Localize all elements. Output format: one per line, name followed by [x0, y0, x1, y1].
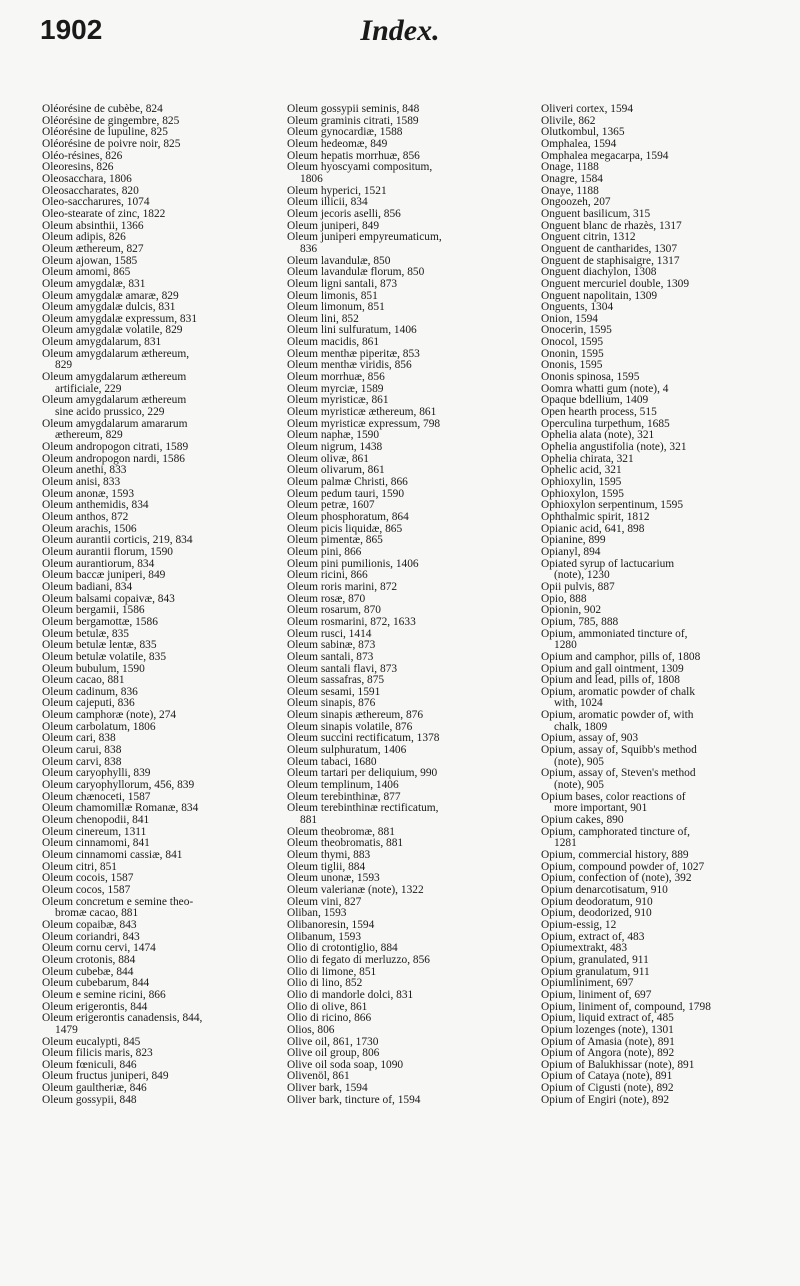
- index-entry: Oleum copaibæ, 843: [42, 918, 137, 931]
- index-entry: Oleum crotonis, 884: [42, 953, 136, 966]
- index-entry: Oléo-résines, 826: [42, 149, 123, 162]
- index-entry: Olio di lino, 852: [287, 977, 363, 990]
- index-entry: Oleum gynocardiæ, 1588: [287, 126, 403, 139]
- index-entry: Oleum chenopodii, 841: [42, 814, 150, 827]
- page-year: 1902: [40, 14, 103, 45]
- index-entry: Omphalea, 1594: [541, 137, 617, 150]
- index-entry: Oleum gossypii, 848: [42, 1093, 137, 1106]
- index-column-1: [42, 104, 287, 1106]
- index-entry: Oleum amygdalarum amararum: [42, 417, 188, 430]
- index-entry: Oleum juniperi, 849: [287, 219, 380, 232]
- index-entry: Onguent de staphisaigre, 1317: [541, 254, 680, 267]
- index-entry: Oleum naphæ, 1590: [287, 429, 380, 442]
- index-entry: Oleum rosarum, 870: [287, 604, 381, 617]
- index-entry: Olio di ricino, 866: [287, 1012, 372, 1025]
- index-entry: Oleum balsami copaivæ, 843: [42, 592, 175, 605]
- index-entry: Olive oil, 861, 1730: [287, 1035, 379, 1048]
- index-entry: Ophioxylon, 1595: [541, 487, 624, 500]
- index-entry: bromæ cacao, 881: [55, 907, 139, 920]
- index-entry: Oleum betulæ, 835: [42, 627, 130, 640]
- index-entry: Oleum palmæ Christi, 866: [287, 476, 408, 488]
- index-entry: Opium, assay of, Squibb's method: [541, 744, 697, 757]
- index-entry: Opium, granulated, 911: [541, 953, 649, 966]
- index-entry: Oleum gossypii seminis, 848: [287, 103, 420, 115]
- index-entry: Ophelia chirata, 321: [541, 452, 634, 465]
- index-entry: Opaque bdellium, 1409: [541, 394, 649, 407]
- index-entry: Opium, ammoniated tincture of,: [541, 627, 688, 640]
- index-entry: Onguent basilicum, 315: [541, 207, 651, 220]
- index-entry: Oleum e semine ricini, 866: [42, 988, 166, 1001]
- index-entry: Oleum phosphoratum, 864: [287, 510, 409, 523]
- index-entry: Oleum sassafras, 875: [287, 674, 385, 687]
- index-entry: Opium and gall ointment, 1309: [541, 662, 684, 675]
- index-entry: Oleum nigrum, 1438: [287, 441, 383, 454]
- index-entry: Oleum lavandulæ, 850: [287, 254, 391, 267]
- index-entry: (note), 1230: [554, 569, 610, 582]
- index-entry: Open hearth process, 515: [541, 406, 657, 419]
- index-entry: Oleum sinapis æthereum, 876: [287, 709, 424, 722]
- index-entry: æthereum, 829: [55, 429, 123, 442]
- index-entry: Opium cakes, 890: [541, 814, 624, 827]
- index-entry: Oleum andropogon nardi, 1586: [42, 452, 185, 465]
- index-entry: Oleum anisi, 833: [42, 476, 121, 488]
- index-entry: Oleum gaultheriæ, 846: [42, 1082, 147, 1095]
- index-entry: Opium of Angora (note), 892: [541, 1047, 675, 1060]
- index-entry: Oleum limonis, 851: [287, 289, 378, 302]
- index-entry: Olio di mandorle dolci, 831: [287, 988, 414, 1001]
- index-entry: Oleum erigerontis canadensis, 844,: [42, 1012, 203, 1025]
- index-entry: Oleum fœniculi, 846: [42, 1058, 137, 1071]
- index-entry: Oleum picis liquidæ, 865: [287, 522, 403, 535]
- index-entry: Opium, liniment of, compound, 1798: [541, 1000, 711, 1013]
- index-entry: Olio di olive, 861: [287, 1000, 368, 1013]
- index-entry: Oleum cubebarum, 844: [42, 977, 150, 990]
- index-entry: 881: [300, 814, 318, 827]
- index-entry: Opio, 888: [541, 592, 587, 605]
- index-entry: Olios, 806: [287, 1023, 335, 1036]
- index-entry: Oliban, 1593: [287, 907, 347, 920]
- index-entry: Oleum amygdalarum æthereum: [42, 394, 187, 407]
- index-entry: Oleum myrciæ, 1589: [287, 382, 384, 395]
- index-entry: Ophelia alata (note), 321: [541, 429, 655, 442]
- index-entry: Opionin, 902: [541, 604, 602, 617]
- index-entry: Oleum hyperici, 1521: [287, 184, 387, 197]
- index-entry: Oleum amygdalæ expressum, 831: [42, 312, 198, 325]
- index-entry: Oleum æthereum, 827: [42, 242, 144, 255]
- index-entry: Opianine, 899: [541, 534, 606, 547]
- index-entry: more important, 901: [554, 802, 648, 815]
- index-entry: Oleum cacao, 881: [42, 674, 125, 687]
- index-entry: artificiale, 229: [55, 382, 122, 395]
- index-entry: Onocol, 1595: [541, 336, 604, 349]
- index-entry: Oleum pini, 866: [287, 545, 362, 558]
- index-entry: (note), 905: [554, 755, 604, 768]
- index-entry: Opium and camphor, pills of, 1808: [541, 650, 701, 663]
- index-entry: Oleum concretum e semine theo-: [42, 895, 194, 908]
- index-entry: Onguents, 1304: [541, 301, 614, 314]
- index-entry: Oleum roris marini, 872: [287, 580, 398, 593]
- index-entry: Oleum aurantiorum, 834: [42, 557, 155, 570]
- index-entry: Oleum jecoris aselli, 856: [287, 207, 401, 220]
- index-entry: Opium granulatum, 911: [541, 965, 650, 978]
- index-entry: Oleum terebinthinæ, 877: [287, 790, 401, 803]
- index-entry: Oleum bergamottæ, 1586: [42, 615, 158, 628]
- index-entry: Oleum camphoræ (note), 274: [42, 709, 177, 722]
- index-entry: Onagre, 1584: [541, 172, 603, 185]
- index-entry: Onguent de cantharides, 1307: [541, 242, 678, 255]
- index-entry: Oleum tiglii, 884: [287, 860, 366, 873]
- index-entry: Onguent citrin, 1312: [541, 231, 636, 244]
- index-entry: Ophioxylon serpentinum, 1595: [541, 499, 684, 512]
- index-entry: Opium of Balukhissar (note), 891: [541, 1058, 695, 1071]
- index-entry: Oleum templinum, 1406: [287, 779, 399, 792]
- index-entry: Oleosacchara, 1806: [42, 172, 132, 185]
- index-entry: Oleum badiani, 834: [42, 580, 133, 593]
- index-entry: Olio di limone, 851: [287, 965, 377, 978]
- index-entry: Opianyl, 894: [541, 545, 601, 558]
- index-entry: Oleum amomi, 865: [42, 266, 131, 279]
- index-entry: Oléorésine de poivre noir, 825: [42, 137, 181, 150]
- index-entry: Oleum cocois, 1587: [42, 872, 134, 885]
- index-entry: Opiumliniment, 697: [541, 977, 634, 990]
- index-entry: Oliver bark, tincture of, 1594: [287, 1093, 421, 1106]
- index-entry: Ononin, 1595: [541, 347, 604, 360]
- index-entry: Oleum anonæ, 1593: [42, 487, 135, 500]
- index-entry: Oleum myristicæ expressum, 798: [287, 417, 441, 430]
- index-entry: Oleum rosmarini, 872, 1633: [287, 615, 416, 628]
- index-entry: Oomra whatti gum (note), 4: [541, 382, 669, 395]
- index-entry: sine acido prussico, 229: [55, 406, 165, 419]
- index-entry: Oleo-stearate of zinc, 1822: [42, 207, 166, 220]
- index-entry: Oleum myristicæ æthereum, 861: [287, 406, 437, 419]
- index-entry: Oleum sabinæ, 873: [287, 639, 376, 652]
- index-entry: Oleum succini rectificatum, 1378: [287, 732, 440, 745]
- index-entry: Oleum cari, 838: [42, 732, 116, 745]
- index-entry: Oleum amygdalarum æthereum,: [42, 347, 190, 360]
- index-entry: Oleum aurantii corticis, 219, 834: [42, 534, 193, 547]
- index-entry: Oleum bergamii, 1586: [42, 604, 145, 617]
- index-entry: Oleum sinapis, 876: [287, 697, 376, 710]
- index-entry: Operculina turpethum, 1685: [541, 417, 670, 430]
- index-entry: Opium deodoratum, 910: [541, 895, 653, 908]
- index-entry: Oleum macidis, 861: [287, 336, 380, 349]
- index-entry: Oleum citri, 851: [42, 860, 117, 873]
- index-entry: Oleum hepatis morrhuæ, 856: [287, 149, 420, 162]
- index-entry: 829: [55, 359, 73, 372]
- index-entry: Opium, aromatic powder of, with: [541, 709, 694, 722]
- index-entry: Oleum andropogon citrati, 1589: [42, 441, 189, 454]
- index-entry: Opium, confection of (note), 392: [541, 872, 692, 885]
- index-entry: Opium denarcotisatum, 910: [541, 883, 668, 896]
- index-entry: Oleum juniperi empyreumaticum,: [287, 231, 442, 244]
- index-entry: Oleum pimentæ, 865: [287, 534, 383, 547]
- index-entry: Opium, compound powder of, 1027: [541, 860, 705, 873]
- index-entry: Opium and lead, pills of, 1808: [541, 674, 680, 687]
- index-entry: Olibanum, 1593: [287, 930, 362, 943]
- index-entry: Oleum amygdalarum, 831: [42, 336, 162, 349]
- index-entry: Oleum chænoceti, 1587: [42, 790, 151, 803]
- index-entry: Oleum caryophyllorum, 456, 839: [42, 779, 195, 792]
- index-entry: Onguent blanc de rhazès, 1317: [541, 219, 682, 232]
- index-entry: Onage, 1188: [541, 161, 599, 174]
- index-entry: Oleum olivarum, 861: [287, 464, 385, 477]
- index-entry: Onguent napolitain, 1309: [541, 289, 658, 302]
- index-entry: Omphalea megacarpa, 1594: [541, 149, 669, 162]
- index-entry: Oleum ricini, 866: [287, 569, 368, 582]
- index-entry: Opium, aromatic powder of chalk: [541, 685, 696, 698]
- index-entry: Onocerin, 1595: [541, 324, 612, 337]
- index-entry: Ononis, 1595: [541, 359, 603, 372]
- index-entry: Ongoozeh, 207: [541, 196, 611, 209]
- index-entry: Oleum olivæ, 861: [287, 452, 369, 465]
- index-entry: Oleum santali, 873: [287, 650, 374, 663]
- index-entry: Opium of Cigusti (note), 892: [541, 1082, 674, 1095]
- index-entry: Opium, liniment of, 697: [541, 988, 652, 1001]
- index-entry: Oléorésine de cubèbe, 824: [42, 103, 163, 115]
- index-entry: Oleum carui, 838: [42, 744, 122, 757]
- index-entry: Oleum amygdalæ amaræ, 829: [42, 289, 179, 302]
- index-entry: Opium lozenges (note), 1301: [541, 1023, 674, 1036]
- index-entry: Opianic acid, 641, 898: [541, 522, 645, 535]
- index-entry: Oleum cocos, 1587: [42, 883, 131, 896]
- index-entry: Oleum hyoscyami compositum,: [287, 161, 433, 174]
- index-column-3: [541, 104, 791, 1106]
- index-entry: Oleum anethi, 833: [42, 464, 127, 477]
- index-entry: Oliver bark, 1594: [287, 1082, 368, 1095]
- index-entry: Oleum lini, 852: [287, 312, 359, 325]
- index-entry: Oleum caryophylli, 839: [42, 767, 151, 780]
- index-entry: Oléorésine de lupuline, 825: [42, 126, 168, 139]
- index-entry: Oleum thymi, 883: [287, 849, 371, 861]
- index-entry: Olio di fegato di merluzzo, 856: [287, 953, 430, 966]
- index-entry: Olivile, 862: [541, 114, 596, 127]
- index-entry: Oleum limonum, 851: [287, 301, 385, 314]
- index-entry: Oleum aurantii florum, 1590: [42, 545, 173, 558]
- index-entry: Oleum petræ, 1607: [287, 499, 375, 512]
- index-entry: 1479: [55, 1023, 78, 1036]
- index-entry: Olutkombul, 1365: [541, 126, 625, 139]
- index-entry: Oleum unonæ, 1593: [287, 872, 380, 885]
- index-entry: Oleum amygdalæ, 831: [42, 277, 146, 290]
- index-entry: Oleum amygdalæ dulcis, 831: [42, 301, 176, 314]
- index-entry: Opium, deodorized, 910: [541, 907, 652, 920]
- index-entry: (note), 905: [554, 779, 604, 792]
- index-entry: Oleum absinthii, 1366: [42, 219, 144, 232]
- index-entry: Oleum amygdalarum æthereum: [42, 371, 187, 384]
- index-entry: 836: [300, 242, 318, 255]
- index-entry: Onion, 1594: [541, 312, 598, 325]
- page-header: [0, 0, 800, 60]
- index-entry: Opium, extract of, 483: [541, 930, 645, 943]
- index-entry: Oleum fructus juniperi, 849: [42, 1070, 169, 1083]
- index-entry: Oleum sulphuratum, 1406: [287, 744, 407, 757]
- index-entry: Oleum baccæ juniperi, 849: [42, 569, 166, 582]
- index-entry: Oleum sesami, 1591: [287, 685, 381, 698]
- index-entry: Opium of Cataya (note), 891: [541, 1070, 673, 1083]
- index-entry: Oleoresins, 826: [42, 161, 114, 174]
- index-entry: with, 1024: [554, 697, 603, 710]
- index-entry: Oleum theobromæ, 881: [287, 825, 395, 838]
- index-entry: Oleum anthemidis, 834: [42, 499, 149, 512]
- index-entry: Oleum valerianæ (note), 1322: [287, 883, 424, 896]
- index-entry: Oleum sinapis volatile, 876: [287, 720, 413, 733]
- index-entry: Oleum cubebæ, 844: [42, 965, 134, 978]
- index-entry: Oleum morrhuæ, 856: [287, 371, 385, 384]
- index-entry: Olive oil soda soap, 1090: [287, 1058, 404, 1071]
- index-entry: Oleum myristicæ, 861: [287, 394, 389, 407]
- index-entry: Oleum cornu cervi, 1474: [42, 942, 156, 955]
- index-entry: Oleum tabaci, 1680: [287, 755, 377, 768]
- index-entry: Oleum lini sulfuratum, 1406: [287, 324, 417, 337]
- index-entry: Oleo-saccharures, 1074: [42, 196, 150, 209]
- index-entry: Oleum adipis, 826: [42, 231, 126, 244]
- index-entry: Opiated syrup of lactucarium: [541, 557, 675, 570]
- index-entry: Oleum theobromatis, 881: [287, 837, 404, 850]
- index-entry: Oleum cinereum, 1311: [42, 825, 147, 838]
- index-entry: Oleum tartari per deliquium, 990: [287, 767, 438, 780]
- index-entry: Oleum pedum tauri, 1590: [287, 487, 405, 500]
- index-entry: Oleum lavandulæ florum, 850: [287, 266, 425, 279]
- index-entry: Opium, liquid extract of, 485: [541, 1012, 674, 1025]
- index-entry: Oleum arachis, 1506: [42, 522, 137, 535]
- index-entry: Oleum bubulum, 1590: [42, 662, 145, 675]
- index-entry: 1806: [300, 172, 323, 185]
- index-entry: Oleum graminis citrati, 1589: [287, 114, 419, 127]
- index-entry: Oleum carbolatum, 1806: [42, 720, 156, 733]
- index-entry: Opium of Engiri (note), 892: [541, 1093, 670, 1106]
- index-entry: Opium, assay of, 903: [541, 732, 639, 745]
- index-entry: Oleum cinnamomi, 841: [42, 837, 150, 850]
- index-entry: Oleum vini, 827: [287, 895, 362, 908]
- index-entry: Oleum filicis maris, 823: [42, 1047, 153, 1060]
- index-entry: Oleum menthæ viridis, 856: [287, 359, 412, 372]
- index-entry: Oleum anthos, 872: [42, 510, 129, 523]
- index-entry: Ophelic acid, 321: [541, 464, 622, 477]
- index-entry: Olivenöl, 861: [287, 1070, 350, 1083]
- index-entry: Opium of Amasia (note), 891: [541, 1035, 675, 1048]
- index-entry: Oleum ajowan, 1585: [42, 254, 138, 267]
- index-entry: Oleum santali flavi, 873: [287, 662, 398, 675]
- page-title: Index.: [360, 14, 440, 47]
- index-entry: Oleum betulæ lentæ, 835: [42, 639, 157, 652]
- index-entry: Ophioxylin, 1595: [541, 476, 622, 488]
- index-entry: Oleum terebinthinæ rectificatum,: [287, 802, 439, 815]
- index-entry: Oleum cajeputi, 836: [42, 697, 135, 710]
- index-entry: Oleum illicii, 834: [287, 196, 368, 209]
- index-entry: Oleum menthæ piperitæ, 853: [287, 347, 420, 360]
- index-entry: Oleum hedeomæ, 849: [287, 137, 388, 150]
- index-entry: Opium bases, color reactions of: [541, 790, 686, 803]
- index-entry: Oleum rosæ, 870: [287, 592, 366, 605]
- index-entry: Oléorésine de gingembre, 825: [42, 114, 180, 127]
- index-entry: Oleum carvi, 838: [42, 755, 122, 768]
- index-entry: Oleosaccharates, 820: [42, 184, 139, 197]
- index-entry: Opium, commercial history, 889: [541, 849, 689, 861]
- index-entry: Oleum coriandri, 843: [42, 930, 140, 943]
- index-entry: Oleum eucalypti, 845: [42, 1035, 141, 1048]
- index-entry: Ophthalmic spirit, 1812: [541, 510, 650, 523]
- index-entry: Opium, camphorated tincture of,: [541, 825, 690, 838]
- index-entry: Opiumextrakt, 483: [541, 942, 628, 955]
- index-entry: Oleum rusci, 1414: [287, 627, 372, 640]
- index-entry: Opium, 785, 888: [541, 615, 619, 628]
- index-entry: Oleum amygdalæ volatile, 829: [42, 324, 183, 337]
- index-entry: 1281: [554, 837, 577, 850]
- index-entry: Onguent mercuriel double, 1309: [541, 277, 690, 290]
- index-entry: Oleum ligni santali, 873: [287, 277, 398, 290]
- index-entry: Oleum erigerontis, 844: [42, 1000, 148, 1013]
- index-column-2: [287, 104, 527, 1106]
- index-entry: Opium, assay of, Steven's method: [541, 767, 696, 780]
- index-entry: Oleum cadinum, 836: [42, 685, 138, 698]
- index-entry: Ononis spinosa, 1595: [541, 371, 640, 384]
- index-entry: Olive oil group, 806: [287, 1047, 380, 1060]
- index-entry: Onguent diachylon, 1308: [541, 266, 657, 279]
- index-entry: Opium-essig, 12: [541, 918, 617, 931]
- index-entry: chalk, 1809: [554, 720, 608, 733]
- index-entry: 1280: [554, 639, 577, 652]
- index-entry: Ophelia angustifolia (note), 321: [541, 441, 687, 454]
- index-entry: Oleum cinnamomi cassiæ, 841: [42, 849, 183, 861]
- index-entry: Onaye, 1188: [541, 184, 599, 197]
- index-entry: Oliveri cortex, 1594: [541, 103, 634, 115]
- index-entry: Oleum pini pumilionis, 1406: [287, 557, 419, 570]
- index-entry: Oleum chamomillæ Romanæ, 834: [42, 802, 199, 815]
- index-entry: Opii pulvis, 887: [541, 580, 615, 593]
- index-entry: Olio di crotontiglio, 884: [287, 942, 398, 955]
- index-entry: Oleum betulæ volatile, 835: [42, 650, 167, 663]
- index-entry: Olibanoresin, 1594: [287, 918, 375, 931]
